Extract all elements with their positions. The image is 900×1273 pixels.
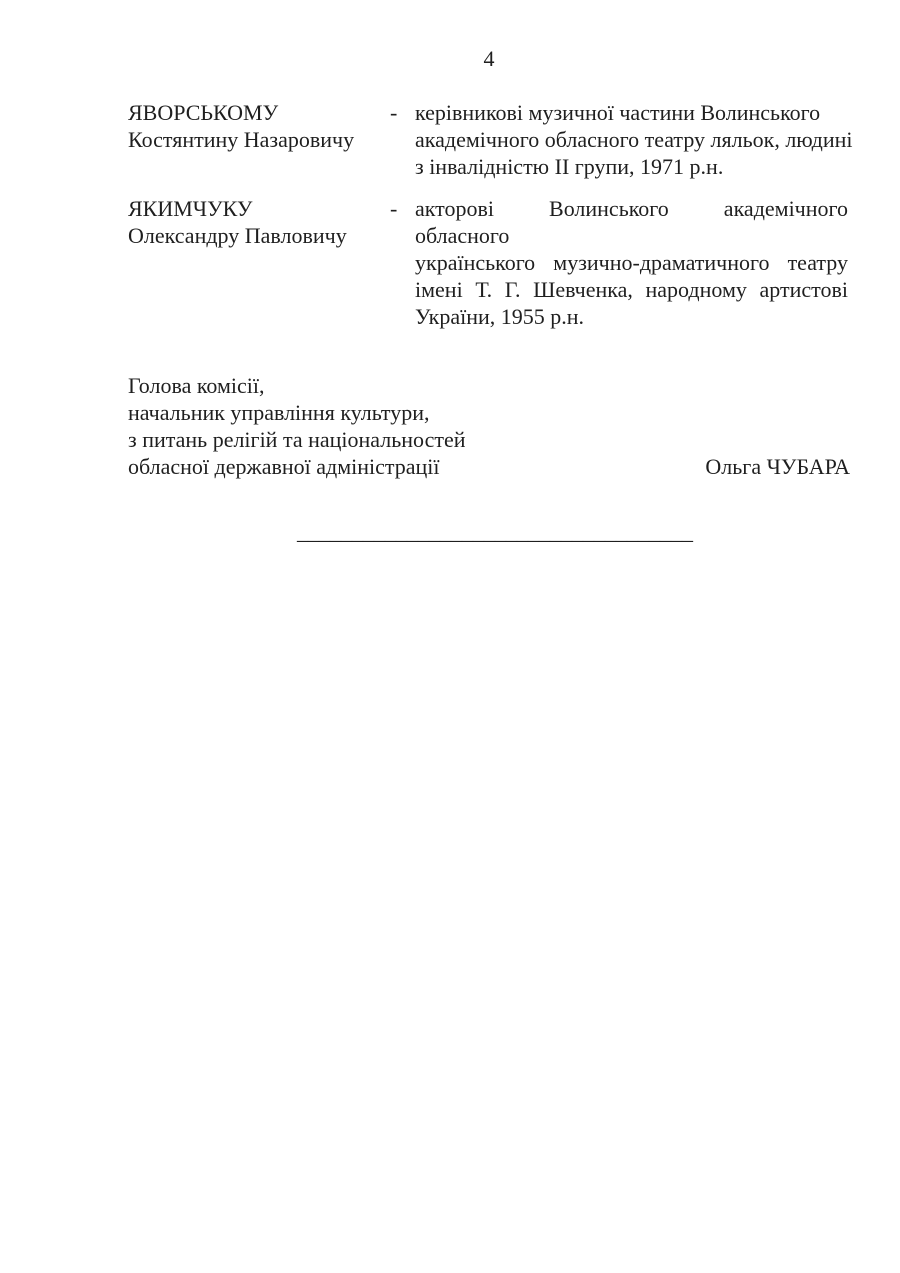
- description-line: керівникові музичної частини Волинського: [415, 100, 821, 125]
- recipient-name-block: [128, 99, 390, 180]
- signature-underline: ____________________________________: [297, 519, 693, 544]
- signatory-title-line: з питань релігій та національностей: [128, 427, 466, 452]
- description-line: з інвалідністю ІІ групи, 1971 р.н.: [415, 154, 724, 179]
- description-line: академічного обласного театру ляльок, людині: [415, 127, 853, 152]
- recipient-name-block: [128, 195, 390, 330]
- recipient-surname: ЯВОРСЬКОМУ: [128, 100, 279, 125]
- award-entry-yakymchuku: [128, 195, 850, 330]
- signatory-title-line: обласної державної адміністрації: [128, 454, 440, 479]
- recipient-description: [415, 99, 853, 180]
- dash-separator: -: [390, 100, 398, 125]
- description-line: українського музично-драматичного театру: [415, 250, 848, 275]
- recipient-given-patronymic: Олександру Павловичу: [128, 223, 347, 248]
- recipient-description: [415, 195, 848, 330]
- description-line: акторові Волинського академічного обласного: [415, 196, 848, 248]
- signatory-name: Ольга ЧУБАРА: [705, 454, 850, 479]
- dash-separator: -: [390, 196, 398, 221]
- page-number: 4: [483, 46, 495, 71]
- signature-block: [128, 372, 850, 480]
- signature-row: [128, 453, 850, 480]
- award-entry-yavorskomu: [128, 99, 853, 180]
- description-line: імені Т. Г. Шевченка, народному артистові: [415, 277, 848, 302]
- recipient-surname: ЯКИМЧУКУ: [128, 196, 253, 221]
- signatory-title-line: начальник управління культури,: [128, 400, 430, 425]
- signatory-title-line: Голова комісії,: [128, 373, 265, 398]
- description-line: України, 1955 р.н.: [415, 304, 585, 329]
- recipient-given-patronymic: Костянтину Назаровичу: [128, 127, 355, 152]
